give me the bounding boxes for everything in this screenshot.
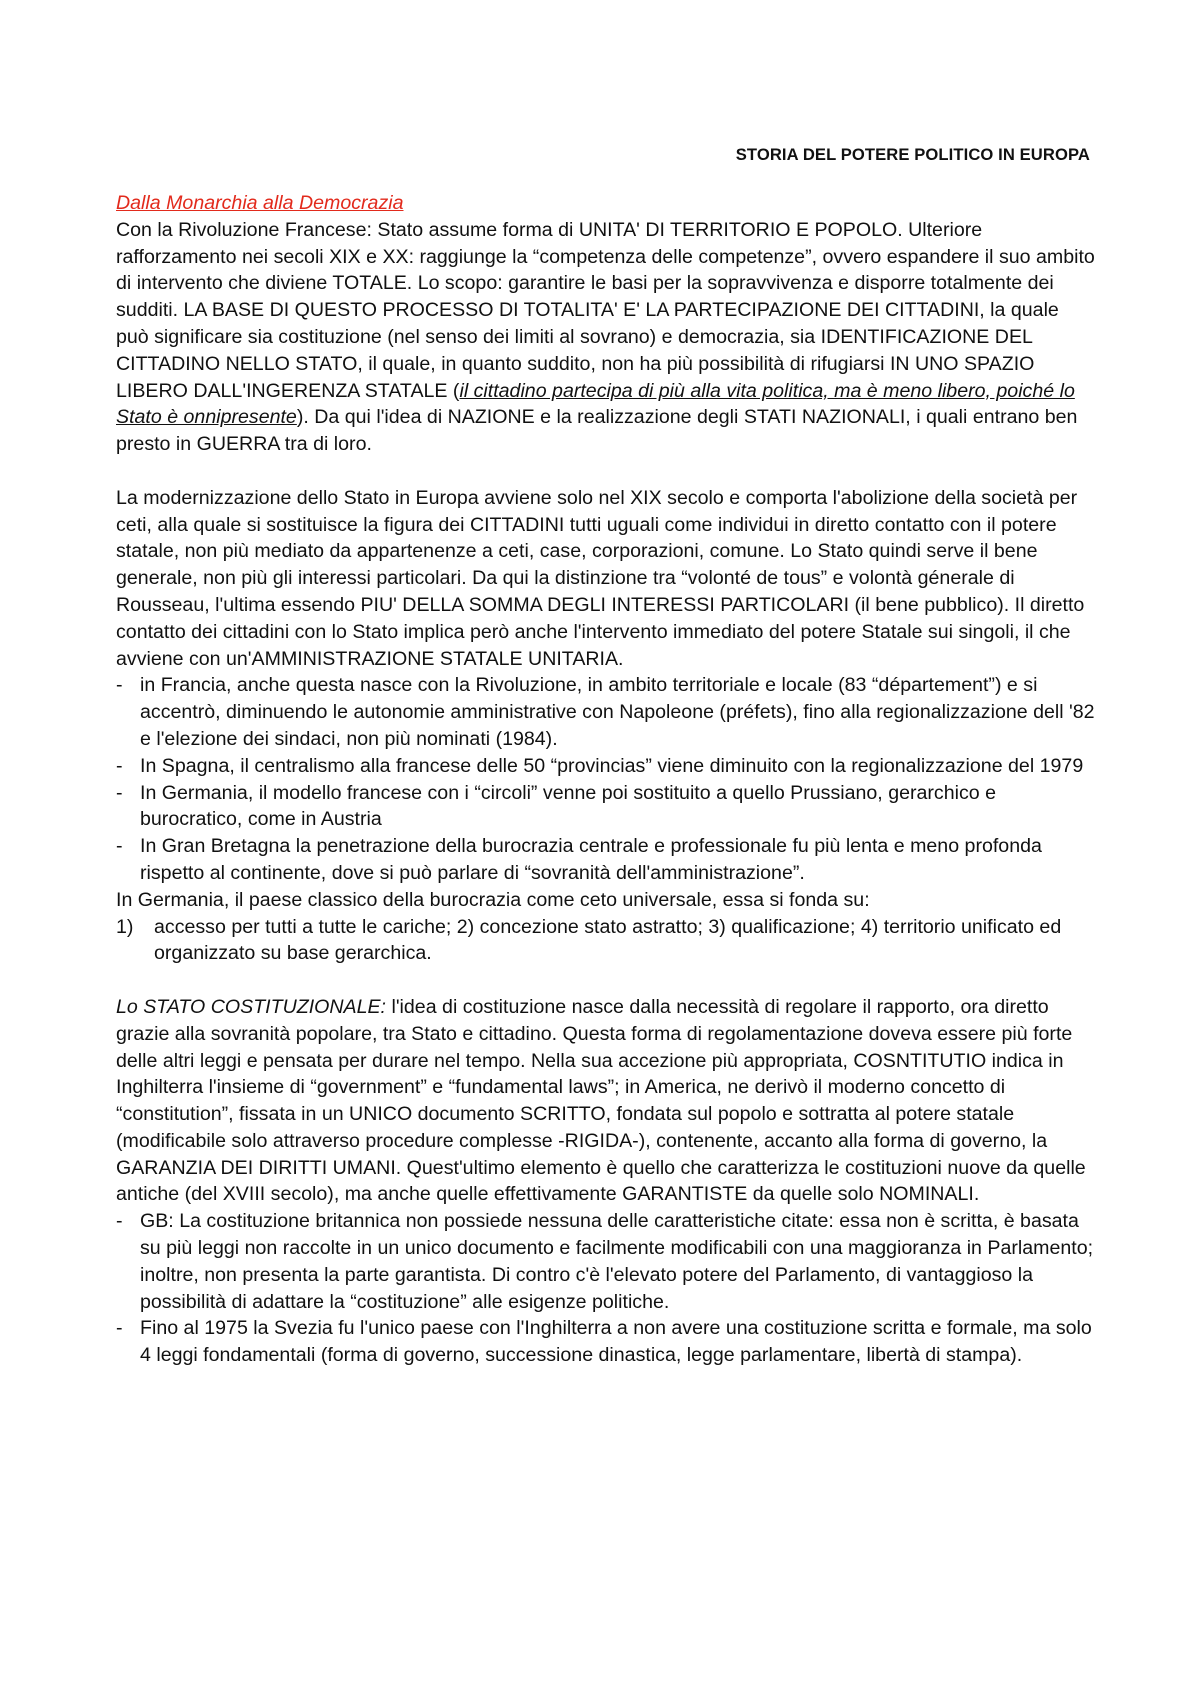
paragraph-rivoluzione-italic-note: il cittadino partecipa di più alla vita politica, ma è meno libero, poiché lo Stato è onnipresente [116, 379, 1075, 429]
list-item-spagna: - In Spagna, il centralismo alla francese delle 50 “provincias” viene diminuito con la regionalizzazione del 1979 [116, 753, 1096, 780]
list-item-gb: - GB: La costituzione britannica non possiede nessuna delle caratteristiche citate: essa non è scritta, è basata su più leggi non raccolte in un unico documento e facilmente modificabili con una maggioranza in Parlamento; inoltre, non presenta la parte garantista. Di contro c'è l'elevato potere del Parlamento, di vantaggioso la possibilità di adattare la “costituzione” alle esigenze politiche. [116, 1208, 1096, 1315]
list-item-numbered [116, 914, 1096, 968]
list-item-svezia: - Fino al 1975 la Svezia fu l'unico paese con l'Inghilterra a non avere una costituzione scritta e formale, ma solo 4 leggi fondamentali (forma di governo, successione dinastica, legge parlamentare, libertà di stampa). [116, 1315, 1096, 1369]
paragraph-spacer [116, 458, 1096, 485]
document-body [116, 190, 1096, 1369]
admin-country-list [116, 672, 1096, 886]
paragraph-rivoluzione-text-a: Con la Rivoluzione Francese: Stato assume forma di UNITA' DI TERRITORIO E POPOLO. Ulteriore rafforzamento nei secoli XIX e XX: raggiunge la “competenza delle competenze”, ovvero espandere il suo ambito di intervento che diviene TOTALE. Lo scopo: garantire le basi per la sopravvivenza e disporre totalmente dei sudditi. LA BASE DI QUESTO PROCESSO DI TOTALITA' E' LA PARTECIPAZIONE DEI CITTADINI, la quale può significare sia costituzione (nel senso dei limiti al sovrano) e democrazia, sia IDENTIFICAZIONE DEL CITTADINO NELLO STATO, il quale, in quanto suddito, non ha più possibilità di rifugiarsi IN UNO SPAZIO LIBERO DALL'INGERENZA STATALE ( [116, 218, 1095, 402]
germany-numbered-list [116, 914, 1096, 968]
paragraph-stato-costituzionale-text: l'idea di costituzione nasce dalla necessità di regolare il rapporto, ora diretto grazie alla sovranità popolare, tra Stato e cittadino. Questa forma di regolamentazione doveva essere più forte delle altri leggi e pensata per durare nel tempo. Nella sua accezione più appropriata, COSNTITUTIO indica in Inghilterra l'insieme di “government” e “fundamental laws”; in America, ne derivò il moderno concetto di “constitution”, fissata in un UNICO documento SCRITTO, fondata sul popolo e sottratta al potere statale (modificabile solo attraverso procedure complesse -RIGIDA-), contenente, accanto alla forma di governo, la GARANZIA DEI DIRITTI UMANI. Quest'ultimo elemento è quello che caratterizza le costituzioni nuove da quelle antiche (del XVIII secolo), ma anche quelle effettivamente GARANTISTE da quelle solo NOMINALI. [116, 995, 1086, 1206]
constitution-country-list [116, 1208, 1096, 1369]
list-item-germania: - In Germania, il modello francese con i “circoli” venne poi sostituito a quello Prussiano, gerarchico e burocratico, come in Austria [116, 780, 1096, 834]
document-title: STORIA DEL POTERE POLITICO IN EUROPA [735, 145, 1090, 164]
section-heading-monarchia: Dalla Monarchia alla Democrazia [116, 192, 404, 214]
list-item-gran-bretagna: - In Gran Bretagna la penetrazione della burocrazia centrale e professionale fu più lenta e meno profonda rispetto al continente, dove si può parlare di “sovranità dell'amministrazione”. [116, 833, 1096, 887]
paragraph-germania-intro: In Germania, il paese classico della burocrazia come ceto universale, essa si fonda su: [116, 888, 870, 911]
list-number-marker: 1) [116, 915, 134, 938]
paragraph-modernizzazione: La modernizzazione dello Stato in Europa avviene solo nel XIX secolo e comporta l'abolizione della società per ceti, alla quale si sostituisce la figura dei CITTADINI tutti uguali come individui in diretto contatto con il potere statale, non più mediato da appartenenze a ceti, case, corporazioni, comune. Lo Stato quindi serve il bene generale, non più gli interessi particolari. Da qui la distinzione tra “volonté de tous” e volontà génerale di Rousseau, l'ultima essendo PIU' DELLA SOMMA DEGLI INTERESSI PARTICOLARI (il bene pubblico). Il diretto contatto dei cittadini con lo Stato implica però anche l'intervento immediato del potere Statale sui singoli, il che avviene con un'AMMINISTRAZIONE STATALE UNITARIA. [116, 486, 1085, 670]
paragraph-stato-costituzionale [116, 994, 1096, 1208]
list-item-numbered-text: accesso per tutti a tutte le cariche; 2) concezione stato astratto; 3) qualificazione; 4) territorio unificato ed organizzato su base gerarchica. [154, 915, 1062, 965]
paragraph-spacer [116, 967, 1096, 994]
paragraph-rivoluzione-text-b: ). Da qui l'idea di NAZIONE e la realizzazione degli STATI NAZIONALI, i quali entrano ben presto in GUERRA tra di loro. [116, 406, 1078, 456]
list-item-francia: - in Francia, anche questa nasce con la Rivoluzione, in ambito territoriale e locale (83 “département”) e si accentrò, diminuendo le autonomie amministrative con Napoleone (préfets), fino alla regionalizzazione dell '82 e l'elezione dei sindaci, non più nominati (1984). [116, 672, 1096, 752]
section-heading-costituzionale: Lo STATO COSTITUZIONALE: [116, 995, 387, 1018]
paragraph-rivoluzione [116, 217, 1096, 458]
